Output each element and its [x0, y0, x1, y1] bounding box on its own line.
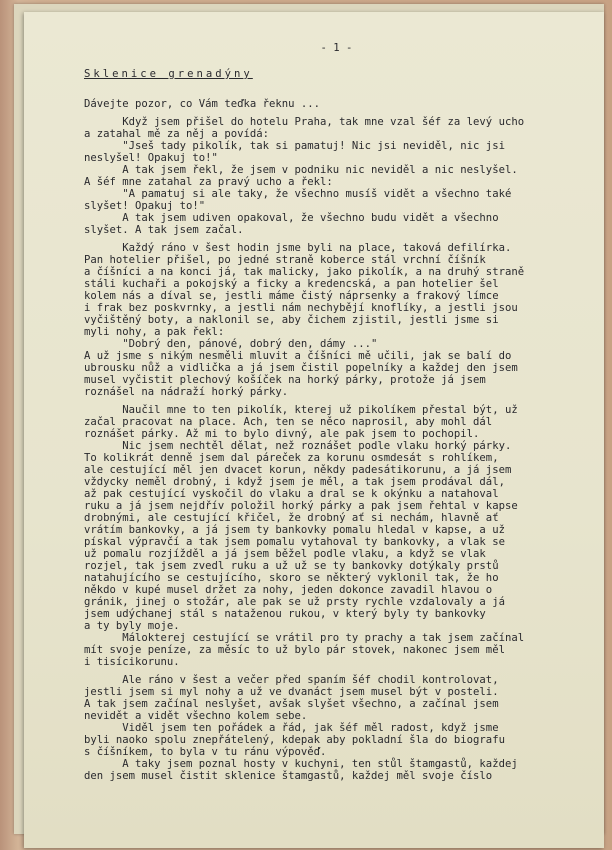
page-content [84, 42, 589, 782]
paragraph [84, 116, 589, 236]
text-line: nevidět a vidět všechno kolem sebe. [84, 710, 308, 722]
text-line: A tak jsem řekl, že jsem v podniku nic neviděl a nic neslyšel. [84, 164, 518, 176]
text-line: pískal výpravčí a tak jsem pomalu vytahoval ty bankovky, a vlak se [84, 536, 505, 548]
text-line: až pak cestující vyskočil do vlaku a dral se k okýnku a natahoval [84, 488, 499, 500]
paragraph [84, 674, 589, 782]
paragraph [84, 404, 589, 668]
text-line: musel vyčistit plechový košíček na horký párky, protože já jsem [84, 374, 486, 386]
text-line: a zatahal mě za něj a povídá: [84, 128, 269, 140]
typewritten-page [24, 12, 604, 848]
text-line: ale cestující měl jen dvacet korun, někdy padesátikorunu, a já jsem [84, 464, 512, 476]
text-line: neslyšel! Opakuj to!" [84, 152, 218, 164]
text-line: Pan hotelier přišel, po jedné straně koberce stál vrchní číšník [84, 254, 486, 266]
text-line: roznášet párky. Až mi to bylo divný, ale pak jsem to pochopil. [84, 428, 480, 440]
text-line: a ty byly moje. [84, 620, 180, 632]
text-line: Viděl jsem ten pořádek a řád, jak šéf měl radost, když jsme [84, 722, 499, 734]
body-text [84, 98, 589, 782]
text-line: A tak jsem udiven opakoval, že všechno budu vidět a všechno [84, 212, 499, 224]
text-line: slyšet! Opakuj to!" [84, 200, 206, 212]
text-line: roznášel na nádraží horký párky. [84, 386, 289, 398]
text-line: Dávejte pozor, co Vám teďka řeknu ... [84, 98, 320, 110]
text-line: stáli kuchaři a pokojský a ficky a kredencská, a pan hotelier šel [84, 278, 499, 290]
page-number: - 1 - [320, 42, 353, 54]
text-line: jsem udýchanej stál s nataženou rukou, v který byly ty bankovky [84, 608, 486, 620]
text-line: a číšníci a na konci já, tak malicky, jako pikolík, a na druhý straně [84, 266, 525, 278]
text-line: rozjel, tak jsem zvedl ruku a už už se ty bankovky dotýkaly prstů [84, 560, 499, 572]
text-line: vyčištěný boty, a naklonil se, aby čichem zjistil, jestli jsme si [84, 314, 499, 326]
text-line: A tak jsem začínal neslyšet, avšak slyšet všechno, a začínal jsem [84, 698, 499, 710]
text-line: kolem nás a díval se, jestli máme čistý náprsenky a frakový límce [84, 290, 499, 302]
text-line: A šéf mne zatahal za pravý ucho a řekl: [84, 176, 333, 188]
text-line: drobnými, ale cestující křičel, že drobný ať si nechám, hlavně ať [84, 512, 499, 524]
text-line: ruku a já jsem nejdřív položil horký párky a pak jsem řehtal v kapse [84, 500, 518, 512]
text-line: "Dobrý den, pánové, dobrý den, dámy ..." [84, 338, 378, 350]
text-line: natahujícího se cestujícího, skoro se některý vyklonil tak, že ho [84, 572, 499, 584]
text-line: myli nohy, a pak řekl: [84, 326, 225, 338]
text-line: i frak bez poskvrnky, a jestli nám nechybějí knoflíky, a jestli jsou [84, 302, 518, 314]
text-line: už pomalu rozjížděl a já jsem běžel podle vlaku, a když se vlak [84, 548, 486, 560]
text-line: Nic jsem nechtěl dělat, než roznášet podle vlaku horký párky. [84, 440, 512, 452]
text-line: vždycky neměl drobný, i když jsem je měl, a tak jsem prodával dál, [84, 476, 505, 488]
text-line: Naučil mne to ten pikolík, kterej už pikolíkem přestal být, už [84, 404, 518, 416]
text-line: To kolikrát denně jsem dal páreček za korunu osmdesát s rohlíkem, [84, 452, 499, 464]
text-line: někdo v kupé musel držet za nohy, jeden dokonce zavadil hlavou o [84, 584, 493, 596]
text-line: Ale ráno v šest a večer před spaním šéf chodil kontrolovat, [84, 674, 499, 686]
text-line: byli naoko spolu znepřátelený, kdepak aby pokladní šla do biografu [84, 734, 505, 746]
text-line: Málokterej cestující se vrátil pro ty prachy a tak jsem začínal [84, 632, 525, 644]
text-line: slyšet. A tak jsem začal. [84, 224, 244, 236]
text-line: gránik, jinej o stožár, ale pak se už prsty rychle vzdalovaly a já [84, 596, 505, 608]
paragraph [84, 242, 589, 398]
text-line: začal pracovat na place. Ach, ten se něco naprosil, aby mohl dál [84, 416, 493, 428]
text-line: den jsem musel čistit sklenice štamgastů, každej měl svoje číslo [84, 770, 493, 782]
text-line: ubrousku nůž a vidlička a já jsem čistil popelníky a každej den jsem [84, 362, 518, 374]
text-line: jestli jsem si myl nohy a už ve dvanáct jsem musel být v posteli. [84, 686, 499, 698]
text-line: A už jsme s nikým nesměli mluvit a číšníci mě učili, jak se balí do [84, 350, 512, 362]
text-line: Když jsem přišel do hotelu Praha, tak mne vzal šéf za levý ucho [84, 116, 525, 128]
text-line: A taky jsem poznal hosty v kuchyni, ten stůl štamgastů, každej [84, 758, 518, 770]
text-line: mít svoje peníze, za měsíc to už bylo pár stovek, nakonec jsem měl [84, 644, 505, 656]
text-line: Každý ráno v šest hodin jsme byli na place, taková defilírka. [84, 242, 512, 254]
text-line: "Jseš tady pikolík, tak si pamatuj! Nic jsi neviděl, nic jsi [84, 140, 505, 152]
document-title: Sklenice grenadýny [84, 68, 253, 80]
text-line: "A pamatuj si ale taky, že všechno musíš vidět a všechno také [84, 188, 512, 200]
text-line: s číšníkem, to byla v tu ránu výpověď. [84, 746, 327, 758]
text-line: i tisícikorunu. [84, 656, 180, 668]
text-line: vrátím bankovky, a já jsem ty bankovky pomalu hledal v kapse, a už [84, 524, 505, 536]
paragraph [84, 98, 589, 110]
